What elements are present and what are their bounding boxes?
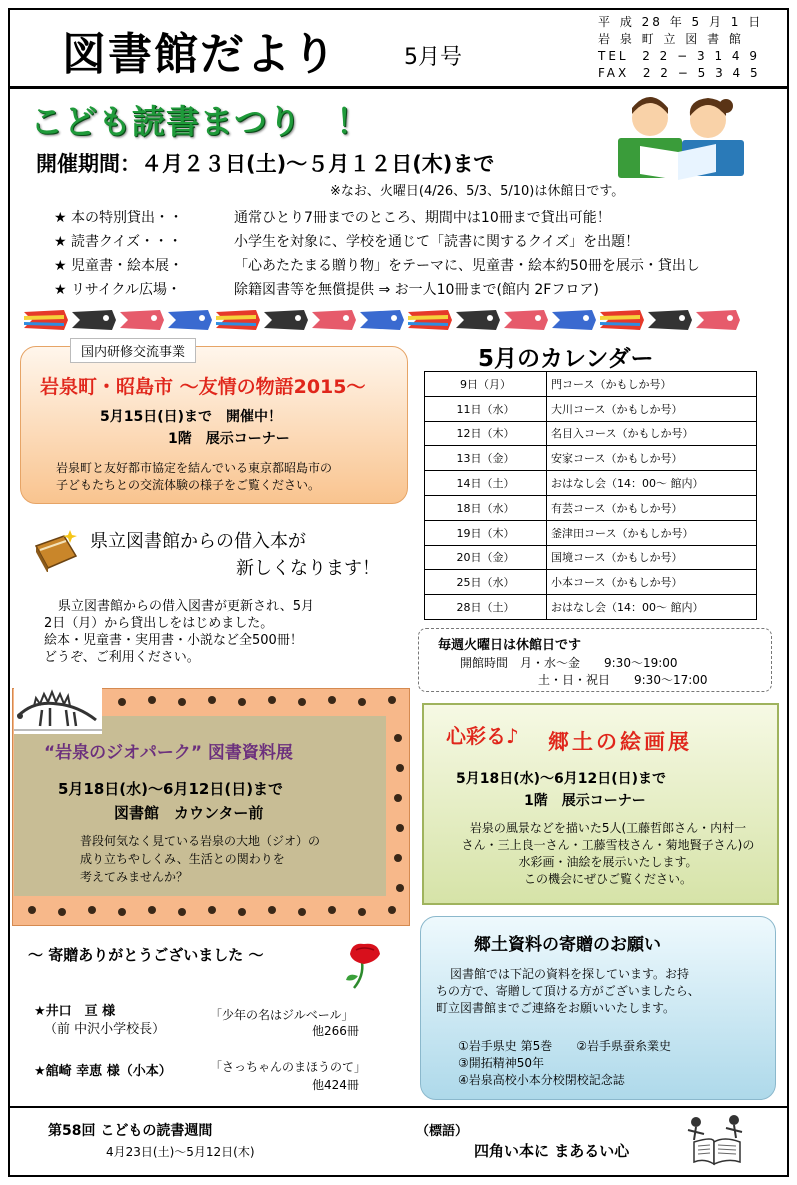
calendar-day: 11日（水） bbox=[425, 396, 547, 421]
art-desc-line: この機会にぜひご覧ください。 bbox=[523, 872, 692, 886]
koinobori-border-icon bbox=[24, 306, 774, 334]
art-date: 5月18日(水)～6月12日(日)まで bbox=[456, 771, 667, 787]
table-row bbox=[425, 446, 757, 471]
footer-divider bbox=[8, 1106, 789, 1108]
geopark-desc-line: 普段何気なく見ている岩泉の大地（ジオ）の bbox=[80, 834, 321, 848]
loan-desc-line: 絵本・児童書・実用書・小説など全500冊！ bbox=[44, 633, 303, 648]
header-divider bbox=[8, 86, 789, 89]
calendar-day: 14日（土） bbox=[425, 471, 547, 496]
request-desc-line: 町立図書館までご連絡をお願いいたします。 bbox=[436, 1001, 676, 1015]
event-detail: 除籍図書等を無償提供 ⇒ お一人10冊まで(館内 2Fフロア) bbox=[234, 282, 599, 298]
calendar-course: 安家コース（かもしか号） bbox=[547, 446, 757, 471]
festival-title: こども読書まつり ！ bbox=[30, 102, 370, 141]
slogan: 四角い本に まあるい心 bbox=[474, 1142, 630, 1160]
event-name: ★ 本の特別貸出・・ bbox=[54, 210, 184, 226]
request-title: 郷土資料の寄贈のお願い bbox=[474, 935, 661, 955]
carnation-icon bbox=[340, 940, 386, 990]
donor-book: 「少年の名はジルベール」 bbox=[210, 1008, 354, 1022]
calendar-course: 小本コース（かもしか号） bbox=[547, 570, 757, 595]
request-desc bbox=[436, 966, 700, 1017]
donation-title: ～ 寄贈ありがとうございました ～ bbox=[28, 946, 264, 964]
art-desc-line: さん・三上良一さん・工藤雪枝さん・菊地賢子さん)の bbox=[461, 838, 755, 852]
table-row bbox=[425, 570, 757, 595]
geopark-place: 図書館 カウンター前 bbox=[114, 804, 264, 822]
calendar-day: 19日（木） bbox=[425, 520, 547, 545]
geopark-desc-line: 成り立ちやしくみ、生活との関わりを bbox=[80, 852, 285, 866]
calendar-title: 5月のカレンダー bbox=[478, 346, 654, 372]
reading-week-dates: 4月23日(土)～5月12日(木) bbox=[106, 1145, 255, 1159]
exchange-place: 1階 展示コーナー bbox=[168, 431, 290, 447]
donor-count: 他424冊 bbox=[312, 1078, 359, 1092]
event-name: ★ 読書クイズ・・・ bbox=[54, 234, 183, 250]
list-item: ①岩手県史 第5巻 ②岩手県蚕糸業史 bbox=[458, 1039, 671, 1053]
header-meta bbox=[598, 14, 763, 82]
donor-count: 他266冊 bbox=[312, 1024, 359, 1038]
art-desc-line: 岩泉の風景などを描いた5人(工藤哲郎さん・内村一 bbox=[469, 821, 747, 835]
loan-desc-line: どうぞ、ご利用ください。 bbox=[44, 650, 200, 665]
book-icon bbox=[30, 528, 82, 572]
donor-subtitle: （前 中沢小学校長） bbox=[44, 1022, 166, 1037]
calendar-day: 9日（月） bbox=[425, 372, 547, 397]
art-desc-line: 水彩画・油絵を展示いたします。 bbox=[518, 855, 698, 869]
art-title-prefix: 心彩る♪ bbox=[446, 724, 519, 748]
event-detail: 「心あたたまる贈り物」をテーマに、児童書・絵本約50冊を展示・貸出し bbox=[234, 258, 700, 274]
table-row bbox=[425, 471, 757, 496]
festival-events bbox=[54, 206, 700, 302]
calendar-course: 名目入コース（かもしか号） bbox=[547, 421, 757, 446]
calendar-day: 18日（水） bbox=[425, 495, 547, 520]
reading-kids-icon bbox=[612, 90, 752, 182]
table-row bbox=[425, 595, 757, 620]
calendar-course: おはなし会（14：00～ 館内） bbox=[547, 471, 757, 496]
hours-title: 毎週火曜日は休館日です bbox=[438, 638, 582, 653]
event-item bbox=[54, 278, 700, 302]
book-reader-icon bbox=[684, 1112, 746, 1168]
meta-tel: TEL 2 2 − 3 1 4 9 bbox=[598, 49, 760, 63]
reading-week-title: 第58回 こどもの読書週間 bbox=[48, 1123, 213, 1139]
art-desc bbox=[440, 820, 776, 888]
table-row bbox=[425, 396, 757, 421]
event-item bbox=[54, 206, 700, 230]
loan-title-2: 新しくなります！ bbox=[236, 558, 380, 579]
donor-name: ★舘崎 幸恵 様（小本） bbox=[34, 1064, 172, 1079]
newsletter-title: 図書館だより bbox=[62, 29, 338, 80]
calendar-course: 国境コース（かもしか号） bbox=[547, 545, 757, 570]
meta-library: 岩 泉 町 立 図 書 館 bbox=[598, 32, 744, 46]
calendar-day: 12日（木） bbox=[425, 421, 547, 446]
calendar-course: おはなし会（14：00～ 館内） bbox=[547, 595, 757, 620]
exchange-desc-line: 岩泉町と友好都市協定を結んでいる東京都昭島市の bbox=[56, 461, 333, 475]
exchange-desc-line: 子どもたちとの交流体験の様子をご覧ください。 bbox=[56, 478, 321, 492]
loan-title: 県立図書館からの借入本が bbox=[90, 531, 306, 552]
dinosaur-skeleton-icon bbox=[14, 686, 102, 734]
event-item bbox=[54, 254, 700, 278]
calendar-day: 28日（土） bbox=[425, 595, 547, 620]
event-detail: 通常ひとり7冊までのところ、期間中は10冊まで貸出可能！ bbox=[234, 210, 611, 226]
calendar-table bbox=[424, 371, 757, 620]
hours-weekday: 開館時間 月・水～金 9:30～19:00 bbox=[460, 656, 678, 670]
hours-weekend: 土・日・祝日 9:30～17:00 bbox=[538, 673, 708, 687]
table-row bbox=[425, 545, 757, 570]
calendar-day: 13日（金） bbox=[425, 446, 547, 471]
event-item bbox=[54, 230, 700, 254]
slogan-label: （標語） bbox=[416, 1124, 469, 1139]
request-desc-line: 図書館では下記の資料を探しています。お持 bbox=[450, 967, 690, 981]
calendar-course: 釜津田コース（かもしか号） bbox=[547, 520, 757, 545]
festival-period: 開催期間：４月２３日(土)～５月１２日(木)まで bbox=[36, 152, 495, 176]
art-title: 郷土の絵画展 bbox=[548, 730, 692, 754]
donor-book: 「さっちゃんのまほうのて」 bbox=[210, 1060, 367, 1074]
issue-label: 5月号 bbox=[404, 45, 462, 70]
event-name: ★ 児童書・絵本展・ bbox=[54, 258, 184, 274]
geopark-desc-line: 考えてみませんか？ bbox=[80, 870, 189, 884]
donor-name: ★井口 亘 様 bbox=[34, 1004, 116, 1019]
calendar-day: 25日（水） bbox=[425, 570, 547, 595]
geopark-desc bbox=[80, 832, 320, 886]
loan-desc bbox=[44, 598, 314, 666]
exchange-tag: 国内研修交流事業 bbox=[70, 338, 196, 363]
loan-desc-line: 2日（月）から貸出しをはじめました。 bbox=[44, 616, 274, 631]
table-row bbox=[425, 495, 757, 520]
request-desc-line: ちの方で、寄贈して頂ける方がございましたら、 bbox=[436, 984, 700, 998]
list-item: ④岩泉高校小本分校閉校記念誌 bbox=[458, 1073, 625, 1087]
exchange-title: 岩泉町・昭島市 ～友情の物語2015～ bbox=[40, 376, 366, 398]
calendar-day: 20日（金） bbox=[425, 545, 547, 570]
calendar-course: 大川コース（かもしか号） bbox=[547, 396, 757, 421]
closed-note: ※なお、火曜日(4/26、5/3、5/10)は休館日です。 bbox=[330, 184, 625, 199]
calendar-course: 有芸コース（かもしか号） bbox=[547, 495, 757, 520]
event-detail: 小学生を対象に、学校を通じて「読書に関するクイズ」を出題！ bbox=[234, 234, 640, 250]
list-item: ③開拓精神50年 bbox=[458, 1056, 545, 1070]
exchange-desc bbox=[56, 460, 332, 494]
loan-desc-line: 県立図書館からの借入図書が更新され、5月 bbox=[58, 599, 315, 614]
exchange-date: 5月15日(日)まで 開催中！ bbox=[100, 409, 283, 425]
request-items bbox=[458, 1038, 671, 1089]
geopark-title: “岩泉のジオパーク” 図書資料展 bbox=[44, 743, 293, 763]
event-name: ★ リサイクル広場・ bbox=[54, 282, 182, 298]
table-row bbox=[425, 520, 757, 545]
meta-fax: FAX 2 2 − 5 3 4 5 bbox=[598, 66, 761, 80]
geopark-date: 5月18日(水)～6月12日(日)まで bbox=[58, 780, 284, 798]
art-place: 1階 展示コーナー bbox=[524, 793, 646, 809]
meta-date: 平 成 28 年 5 月 1 日 bbox=[598, 15, 764, 29]
table-row bbox=[425, 372, 757, 397]
calendar-course: 門コース（かもしか号） bbox=[547, 372, 757, 397]
table-row bbox=[425, 421, 757, 446]
